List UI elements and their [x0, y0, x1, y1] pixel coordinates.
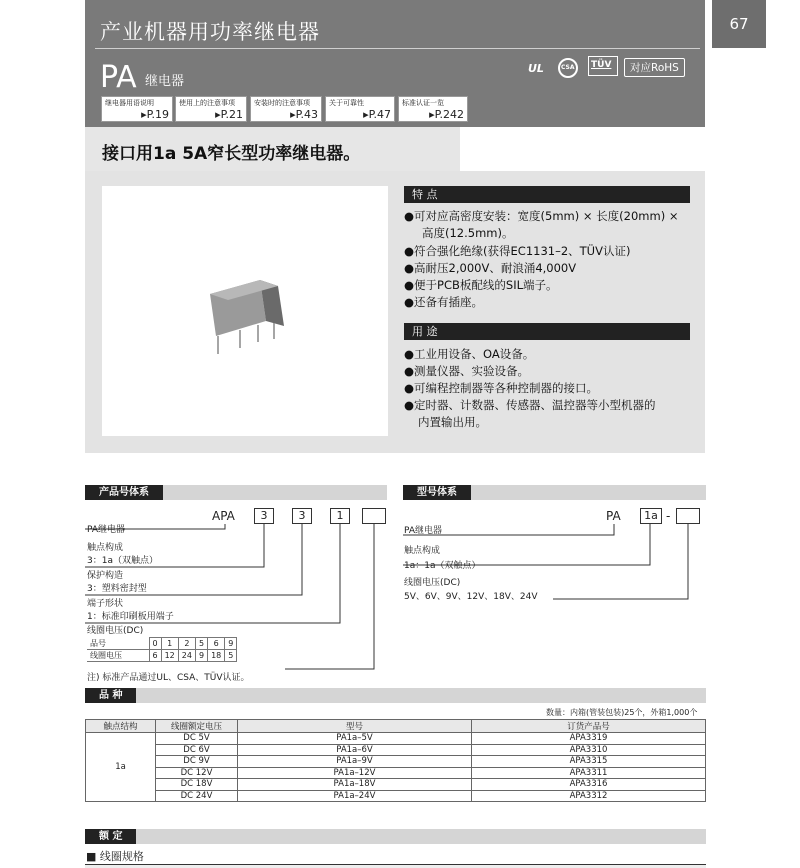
product-code-label: 3：1a（双触点）	[87, 556, 158, 566]
model-cell: PA1a–6V	[238, 744, 472, 756]
use-item: ●工业用设备、OA设备。	[404, 347, 535, 361]
features-heading: 特 点	[404, 186, 690, 203]
feature-item: 高度(12.5mm)。	[422, 226, 514, 240]
order-cell: APA3310	[472, 744, 706, 756]
ref-page: ▸P.43	[290, 108, 318, 121]
product-code-box: 3	[292, 508, 312, 524]
model-cell: PA1a–9V	[238, 756, 472, 768]
column-header: 订货产品号	[472, 720, 706, 733]
voltage-cell: DC 6V	[156, 744, 238, 756]
ref-page: ▸P.47	[363, 108, 391, 121]
rating-bar	[85, 829, 706, 844]
coil-spec-table-top	[85, 864, 706, 868]
column-header: 触点结构	[86, 720, 156, 733]
ref-page: ▸P.21	[215, 108, 243, 121]
product-code-label: PA继电器	[87, 525, 126, 535]
relay-illustration	[102, 186, 388, 436]
product-photo	[102, 186, 388, 436]
product-code-label: 1：标准印刷板用端子	[87, 612, 174, 622]
ref-reliability[interactable]	[325, 96, 395, 122]
model-cell: PA1a–12V	[238, 767, 472, 779]
ref-label: 关于可靠性	[329, 99, 364, 107]
voltage-cell: DC 18V	[156, 779, 238, 791]
order-cell: APA3315	[472, 756, 706, 768]
product-code-label: 保护构造	[87, 571, 124, 581]
table-row	[86, 733, 706, 745]
product-code-label: 3：塑料密封型	[87, 584, 147, 594]
voltage-cell: DC 5V	[156, 733, 238, 745]
subtitle: 接口用1a 5A窄长型功率继电器。	[102, 144, 361, 164]
ref-label: 继电器用语说明	[105, 99, 154, 107]
model-code-label: 触点构成	[404, 546, 441, 556]
column-header: 型号	[238, 720, 472, 733]
uses-heading: 用 途	[404, 323, 690, 340]
voltage-cell: 24	[178, 650, 195, 662]
varieties-table	[85, 719, 706, 802]
quantity-note: 数量：内箱(管装包装)25个，外箱1,000个	[546, 708, 698, 717]
ref-label: 使用上的注意事项	[179, 99, 235, 107]
table-row	[86, 767, 706, 779]
product-code-label: 触点构成	[87, 543, 124, 553]
model-code-box: 1a	[640, 508, 662, 524]
table-row	[86, 744, 706, 756]
order-cell: APA3311	[472, 767, 706, 779]
feature-item: ●还备有插座。	[404, 295, 484, 309]
rohs-badge: 对应RoHS	[624, 58, 685, 77]
ref-label: 安装时的注意事项	[254, 99, 310, 107]
model-code-label: 5V、6V、9V、12V、18V、24V	[404, 592, 538, 602]
use-item: ●定时器、计数器、传感器、温控器等小型机器的	[404, 398, 656, 412]
model-cell: PA1a–24V	[238, 790, 472, 802]
varieties-heading: 品 种	[85, 688, 136, 703]
table-row	[86, 756, 706, 768]
use-item: 内置输出用。	[418, 415, 487, 429]
coil-spec-heading: ■ 线圈规格	[86, 850, 144, 863]
order-cell: APA3316	[472, 779, 706, 791]
product-code-heading: 产品号体系	[85, 485, 163, 500]
contact-cell: 1a	[86, 733, 156, 802]
use-item: ●可编程控制器等各种控制器的接口。	[404, 381, 599, 395]
varieties-bar	[85, 688, 706, 703]
voltage-row-label: 线圈电压	[87, 650, 149, 662]
rating-heading: 额 定	[85, 829, 136, 844]
model-code-dash: -	[666, 509, 671, 523]
coil-voltage-code-table	[87, 637, 237, 662]
code-cell: 2	[178, 638, 195, 650]
order-cell: APA3312	[472, 790, 706, 802]
ref-label: 标准认证一览	[402, 99, 444, 107]
ref-usage-notes[interactable]	[175, 96, 247, 122]
feature-item: ●符合强化绝缘(获得EC1131–2、TÜV认证)	[404, 244, 631, 258]
model-cell: PA1a–18V	[238, 779, 472, 791]
tuv-logo-text: TÜV	[591, 60, 612, 70]
title-divider	[95, 48, 700, 49]
ul-logo: UL	[528, 62, 544, 75]
order-cell: APA3319	[472, 733, 706, 745]
use-item: ●测量仪器、实验设备。	[404, 364, 530, 378]
model-code-prefix: PA	[606, 509, 621, 523]
code-cell: 9	[225, 638, 237, 650]
csa-logo	[558, 58, 578, 78]
code-cell: 5	[195, 638, 207, 650]
voltage-cell: DC 24V	[156, 790, 238, 802]
csa-logo-text: CSA	[561, 64, 575, 71]
page-title: 产业机器用功率继电器	[100, 20, 320, 44]
code-row-label: 品号	[87, 638, 149, 650]
ref-install-notes[interactable]	[250, 96, 322, 122]
product-code-label: 端子形状	[87, 599, 124, 609]
ref-terms[interactable]	[101, 96, 173, 122]
page-number: 67	[712, 0, 766, 48]
model-cell: PA1a–5V	[238, 733, 472, 745]
model-code-label: PA继电器	[404, 526, 443, 536]
product-code-box: 1	[330, 508, 350, 524]
product-code-bar	[85, 485, 387, 500]
voltage-cell: 6	[149, 650, 161, 662]
model-code-bar	[403, 485, 706, 500]
series-name: PA	[100, 60, 137, 95]
feature-item: ●可对应高密度安装：宽度(5mm) × 长度(20mm) ×	[404, 209, 679, 223]
model-code-label: 线圈电压(DC)	[404, 578, 461, 588]
table-row	[86, 790, 706, 802]
voltage-cell: 5	[225, 650, 237, 662]
voltage-cell: DC 9V	[156, 756, 238, 768]
certification-note: 注) 标准产品通过UL、CSA、TÜV认证。	[87, 673, 250, 683]
table-row	[86, 779, 706, 791]
voltage-cell: DC 12V	[156, 767, 238, 779]
product-code-label: 线圈电压(DC)	[87, 626, 144, 636]
ref-page: ▸P.242	[429, 108, 464, 121]
code-cell: 0	[149, 638, 161, 650]
model-code-heading: 型号体系	[403, 485, 471, 500]
code-cell: 1	[161, 638, 178, 650]
column-header: 线圈额定电压	[156, 720, 238, 733]
feature-item: ●便于PCB板配线的SIL端子。	[404, 278, 558, 292]
feature-item: ●高耐压2,000V、耐浪涌4,000V	[404, 261, 577, 275]
ref-page: ▸P.19	[141, 108, 169, 121]
series-suffix: 继电器	[145, 74, 185, 89]
code-cell: 6	[208, 638, 225, 650]
voltage-cell: 9	[195, 650, 207, 662]
model-code-label: 1a：1a（双触点）	[404, 561, 481, 571]
product-code-prefix: APA	[212, 509, 235, 523]
voltage-cell: 18	[208, 650, 225, 662]
product-code-box: 3	[254, 508, 274, 524]
tuv-logo	[588, 56, 618, 76]
ref-standards[interactable]	[398, 96, 468, 122]
voltage-cell: 12	[161, 650, 178, 662]
